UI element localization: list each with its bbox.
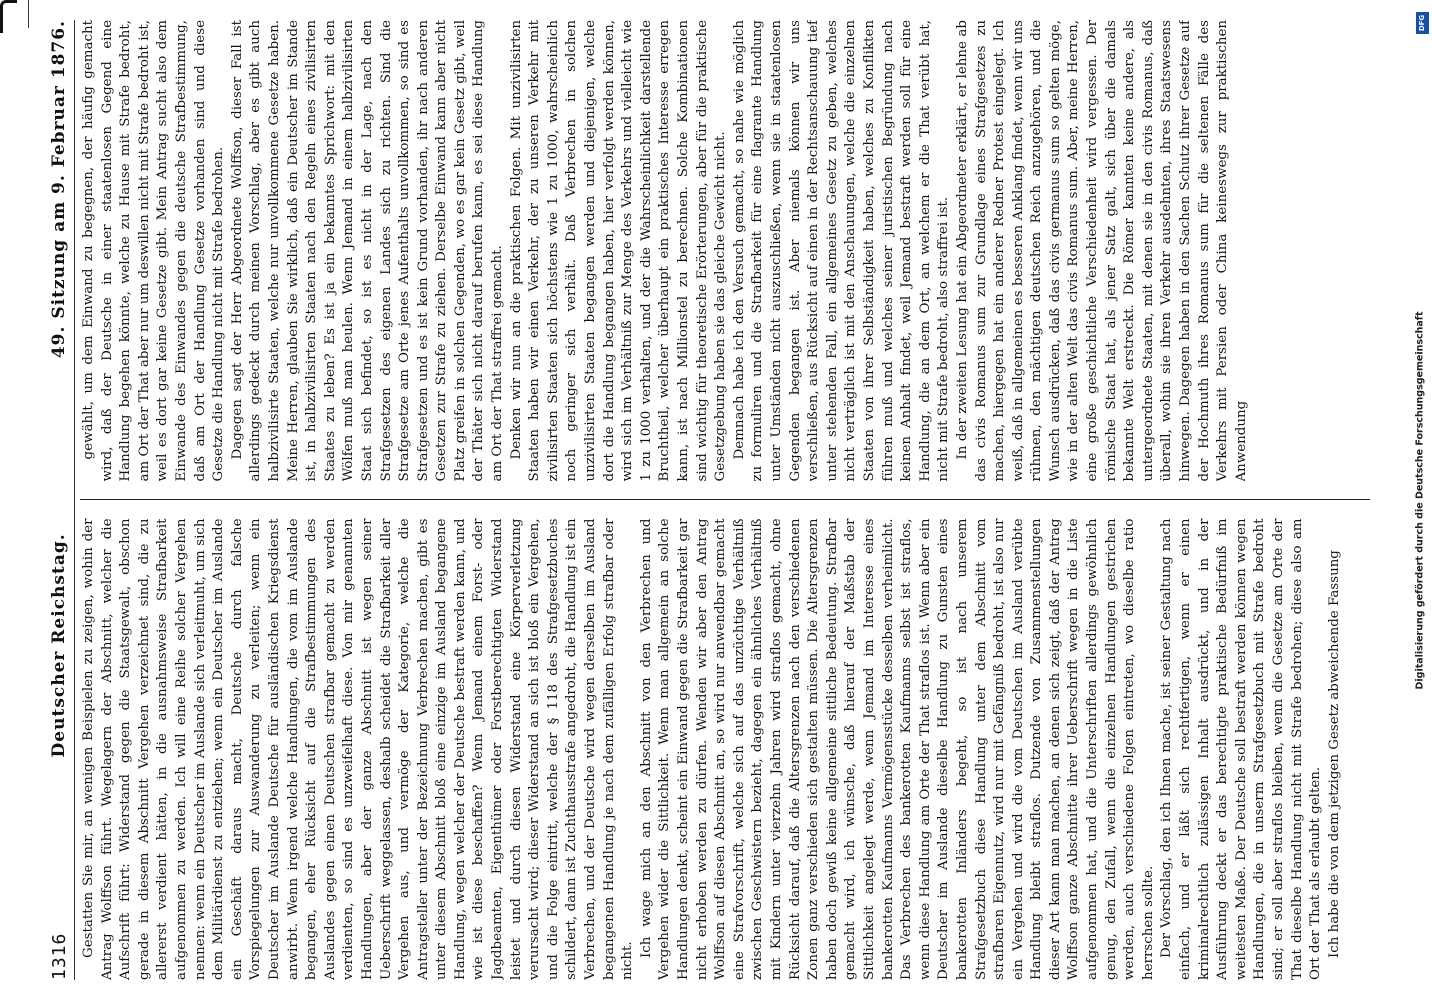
- header-right-title: 49. Sitzung am 9. Februar 1876.: [49, 20, 69, 359]
- header-rule: [74, 20, 75, 980]
- paragraph: Dagegen sagt der Herr Abgeordnete Wolffson, dieser Fall ist allerdings gedeckt durch meinen Vorschlag, aber es gibt auch halbzivilisirte Staaten, welche nur unvollkommene Gesetze haben. Meine Herren, glauben Sie wirklich, daß ein Deutscher im Stande ist, in halbzivilisirten Staaten nach den Regeln eines zivilisirten Staates zu leben? Es ist ja ein bekanntes Sprichwort: mit den Wölfen muß man heulen. Wenn Jemand in einem halbzivilisirten Staat sich befindet, so ist es nicht in der Lage, nach den Strafgesetzen des eigenen Landes sich zu richten. Sind die Strafgesetze am Orte jenes Aufenthalts unvollkommen, so sind es Strafgesetzen und es ist kein Grund vorhanden, ihr nach anderen Gesetzen zur Strafe zu ziehen. Derselbe Einwand kann aber nicht Platz greifen in solchen Gegenden, wo es gar kein Gesetz gibt, weil der Thäter sich nicht darauf berufen kann, es sei diese Handlung am Ort der That straffrei gemacht.: [229, 20, 506, 482]
- credit-text: Digitalisierung gefördert durch die Deutsche Forschungsgemeinschaft: [1414, 311, 1426, 689]
- dfg-logo-text: DFG: [1418, 14, 1427, 32]
- paragraph: Demnach habe ich den Versuch gemacht, so nahe wie möglich zu formuliren und die Strafbarkeit für eine flagrante Handlung unter Umständen nicht auszuschließen, wenn sie in staatenlosen Gegenden begangen ist. Aber niemals können wir uns verschließen, aus Rücksicht auf einen in der Rechtsanschauung tief unter stehenden Fall, ein allgemeines Gesetz zu geben, welches nicht verträglich ist mit den Anschauungen, welche die einzelnen Staaten von ihrer Selbständigkeit haben, welches zu Konflikten führen muß und welches seiner juristischen Begründung nach keinen Anhalt findet, weil Jemand bestraft werden soll für eine Handlung, die an dem Ort, an welchem er die That verübt hat, nicht mit Strafe bedroht, also straffrei ist.: [731, 20, 952, 482]
- rotated-page: [40, 0, 1380, 1000]
- paragraph: In der zweiten Lesung hat ein Abgeordneter erklärt, er lehne ab das civis Romanus sum zur Grundlage eines Strafgesetzes zu machen, hiergegen hat ein anderer Redner Protest eingelegt. Ich weiß, daß in allgemeinen es besseren Anklang findet, wenn wir uns rühmen, den mächtigen deutschen Reich anzugehören, und die Wunsch ausdrücken, daß das civis germanus sum so gelten möge, wie in der alten Welt das civis Romanus sum. Aber, meine Herren, eine große geschichtliche Verschiedenheit wird vergessen. Der römische Staat hat, als jener Satz galt, sich über die damals bekannte Welt erstreckt. Die Römer kannten keine andere, als untergeordnete Staaten, mit denen sie in den civis Romanus, daß überall, wohin sie ihren Verkehr ausdehnten, ihres Staatswesens hinwegen. Dagegen haben in den Sachen Schutz ihrer Gesetze auf der Hochmuth ihres Romanus sum für die seltenen Fälle des Verkehrs mit Persien oder China keineswegs zur praktischen Anwendung: [954, 20, 1249, 482]
- right-column: [80, 20, 1370, 482]
- paragraph: Gestatten Sie mir, an wenigen Beispielen zu zeigen, wohin der Antrag Wolffson führt. Wegelagern der Abschnitt, welcher die Aufschrift führt: Widerstand gegen die Staatsgewalt, obschon gerade in diesem Abschnitt Vergehen verzeichnet sind, die zu allererst verdient hätten, in die ausnahmsweise Strafbarkeit aufgenommen zu werden. Ich will eine Reihe solcher Vergehen nennen: wenn ein Deutscher im Auslande sich verleitmuht, um sich dem Militärdienst zu entziehen; wenn ein Deutscher im Auslande ein Geschäft daraus macht, Deutsche durch falsche Vorspiegelungen zur Auswanderung zu verleiten; wenn ein Deutscher im Auslande Deutsche für ausländischen Kriegsdienst anwirbt. Wenn irgend welche Handlungen, die vom im Auslande begangen, eher Rücksicht auf die Strafbestimmungen des Auslandes gegen einen Deutschen strafbar gemacht zu werden verdienten, so sind es unzweifelhaft diese. Von mir genannten Handlungen, aber der ganze Abschnitt ist wegen seiner Ueberschrift weggelassen, deshalb scheidet die Strafbarkeit aller Vergehen aus, und vermöge der Kategorie, welche die Antragsteller unter der Bezeichnung Verbrechen machen, gibt es unter diesem Abschnitt bloß eine einzige im Ausland begangene Handlung, wegen welcher der Deutsche bestraft werden kann, und wie ist diese beschaffen? Wenn Jemand einem Forst- oder Jagdbeamten, Eigenthümer oder Forstberechtigten Widerstand leistet und durch diesen Widerstand eine Körperverletzung verursacht wird; dieser Widerstand an sich ist bloß ein Vergehen, und die Folge eintritt, welche der § 118 des Strafgesetzbuches schildert, dann ist Zuchthausstrafe angedroht, die Handlung ist ein Verbrechen, und der Deutsche wird wegen derselben im Ausland begangenen Handlung je nach dem zufälligen Erfolg strafbar oder nicht.: [81, 518, 636, 980]
- page-header: [46, 20, 72, 980]
- paragraph: Ich habe die von dem jetzigen Gesetz abweichende Fassung: [1326, 550, 1342, 958]
- page-number: 1316: [48, 932, 70, 980]
- scan-edge-mark: [28, 0, 29, 28]
- header-left-title: Deutscher Reichstag.: [49, 533, 69, 758]
- left-column: [80, 519, 1370, 981]
- column-divider: [80, 500, 1370, 501]
- paragraph: Ich wage mich an den Abschnitt von den Verbrechen und Vergehen wider die Sittlichkeit. Wenn man allgemein an solche Handlungen denkt, scheint ein Einwand gegen die Strafbarkeit gar nicht erhoben werden zu dürfen. Wenden wir aber den Antrag Wolffson auf diesen Abschnitt an, so wird nur anwendbar gemacht eine Strafvorschrift, welche sich auf das unzüchtige Verhältniß zwischen Geschwistern bezieht, dagegen ein ähnliches Verhältniß mit Kindern unter vierzehn Jahren wird straflos gemacht, ohne Rücksicht darauf, daß die Altersgrenzen nach den verschiedenen Zonen ganz verschieden sich gestalten müssen. Die Altersgrenzen haben doch gewiß keine allgemeine sittliche Bedeutung. Strafbar gemacht wird, ich wünsche, daß hierauf der Maßstab der Sittlichkeit angelegt werde, wenn Jemand im Interesse eines bankerotten Kaufmanns Vermögensstücke desselben verheimlicht. Das Verbrechen des bankerotten Kaufmanns selbst ist straflos, wenn diese Handlung am Orte der That straflos ist. Wenn aber ein Deutscher im Auslande dieselbe Handlung zu Gunsten eines bankerotten Inländers begeht, so ist nach unserem Strafgesetzbuch diese Handlung unter dem Abschnitt vom strafbaren Eigennutz, wird nur mit Gefängniß bedroht, ist also nur ein Vergehen und wird die vom Deutschen im Ausland verübte Handlung bleibt straflos. Dutzende von Zusammenstellungen dieser Art kann man machen, an denen sich zeigt, daß der Antrag Wolffson ganze Abschnitte ihrer Ueberschrift wegen in die Liste aufgenommen hat, und die Unterschriften allerdings gewöhnlich genug, den Zufall, wenn die einzelnen Handlungen gestrichen werden, auch verschiedene Folgen eintreten, wo dieselbe ratio herrschen sollte.: [638, 518, 1156, 980]
- text-columns: [80, 20, 1370, 980]
- paragraph: Denken wir nun an die praktischen Folgen. Mit unzivilisirten Staaten haben wir einen Verkehr, der zu unseren Verkehr mit zivilisirten Staaten sich höchstens wie 1 zu 1000, wahrscheinlich noch geringer sich verhält. Daß Verbrechen in solchen unzivilisirten Staaten begangen werden und diejenigen, welche dort die Handlung begangen haben, hier verfolgt werden können, wird sich im Verhältniß zur Menge des Verkehrs und vielleicht wie 1 zu 1000 verhalten, und der die Wahrscheinlichkeit darstellende Bruchtheil, welcher überhaupt ein praktisches Interesse erregen kann, ist nach Millionstel zu berechnen. Solche Kombinationen sind wichtig für theoretische Erörterungen, aber für die praktische Gesetzgebung haben sie das gleiche Gewicht nicht.: [508, 20, 729, 482]
- paragraph: Der Vorschlag, den ich Ihnen mache, ist seiner Gestaltung nach einfach, und er läßt sich rechtfertigen, wenn er einen kriminalrechtlich zulässigen Inhalt ausdrückt, und in der Ausführung deckt er das berechtigte praktische Bedürfniß im weitesten Maße. Der Deutsche soll bestraft werden können wegen Handlungen, die in unserm Strafgesetzbuch mit Strafe bedroht sind; er soll aber straflos bleiben, wenn die Gesetze am Orte der That dieselbe Handlung nicht mit Strafe bedrohen; diese also am Ort der That als erlaubt gelten.: [1159, 518, 1324, 980]
- digitization-credit: [1410, 0, 1430, 1000]
- dfg-logo: [1416, 12, 1429, 34]
- paragraph: gewählt, um dem Einwand zu begegnen, der häufig gemacht wird, daß der Deutsche in einer staatenlosen Gegend eine Handlung begehen könnte, welche zu Hause mit Strafe bedroht, am Ort der That aber nur um deswillen nicht mit Strafe bedroht ist, weil es dort gar keine Gesetze gibt. Mein Antrag sucht also dem Einwande des Einwandes gegen die deutsche Strafbestimmung, daß am Ort der Handlung Gesetze vorhanden sind und diese Gesetze die Handlung nicht mit Strafe bedrohen.: [81, 20, 227, 482]
- scan-corner-mark: [0, 0, 17, 33]
